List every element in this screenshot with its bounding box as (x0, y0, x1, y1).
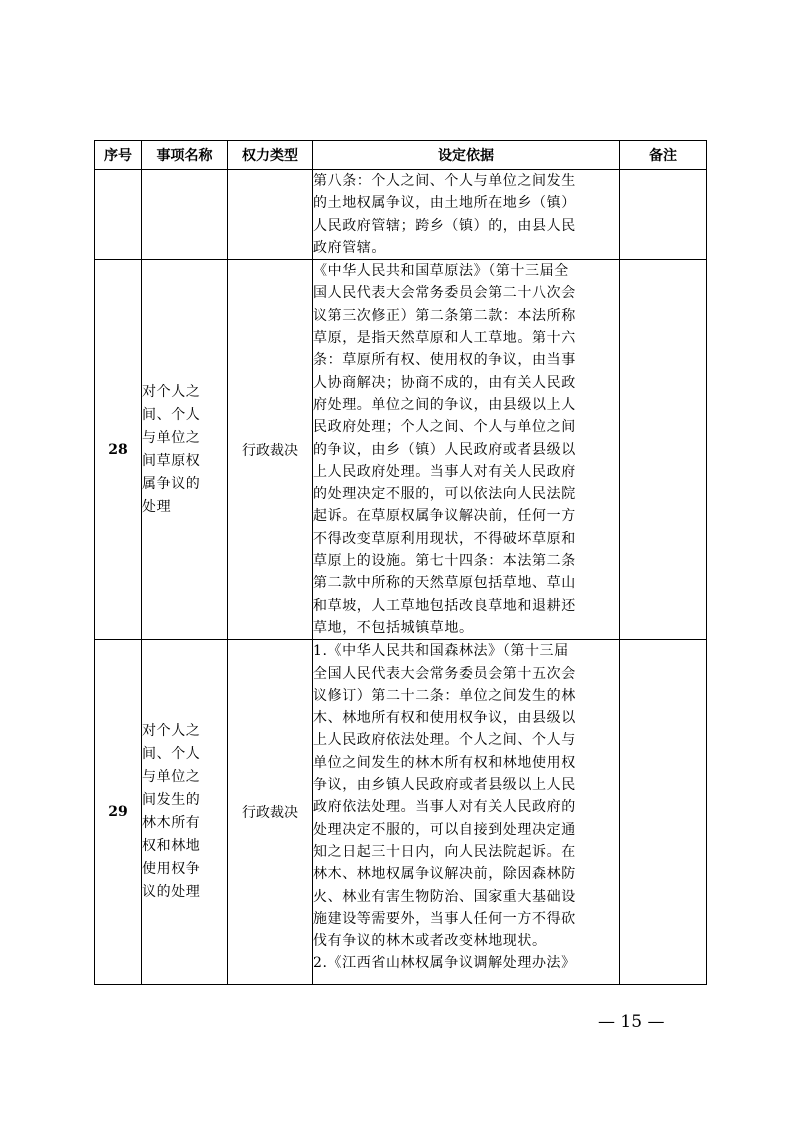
row-legal-basis (313, 260, 620, 640)
legal-basis-line: 政府依法处理。当事人对有关人民政府的 (313, 799, 576, 816)
item-name-line: 属争议的 (142, 475, 201, 492)
legal-basis-line: 的土地权属争议，由土地所在地乡（镇） (313, 195, 576, 212)
row-item-name (142, 260, 228, 640)
table-row (95, 640, 707, 985)
row-legal-basis (313, 640, 620, 985)
row-power-type: 行政裁决 (228, 640, 313, 985)
legal-basis-line: 起诉。在草原权属争议解决前，任何一方 (313, 508, 576, 525)
row-legal-basis (313, 170, 620, 260)
legal-basis-line: 木、林地所有权和使用权争议，由县级以 (313, 710, 576, 727)
row-power-type (228, 170, 313, 260)
legal-basis-line: 上人民政府处理。当事人对有关人民政府 (313, 463, 576, 480)
item-name-line: 权和林地 (142, 838, 201, 855)
header-power-type: 权力类型 (228, 141, 313, 170)
legal-basis-line: 全国人民代表大会常务委员会第十五次会 (313, 665, 576, 682)
item-name-line: 对个人之 (142, 383, 201, 400)
item-name-line: 间草原权 (142, 452, 201, 469)
item-name-line: 间、个人 (142, 746, 201, 763)
row-index (95, 170, 142, 260)
row-item-name (142, 170, 228, 260)
legal-basis-line: 草原，是指天然草原和人工草地。第十六 (313, 330, 576, 347)
legal-basis-line: 府处理。单位之间的争议，由县级以上人 (313, 396, 576, 413)
legal-basis-line: 政府管辖。 (313, 239, 386, 256)
item-name-line: 间、个人 (142, 406, 201, 423)
legal-basis-line: 上人民政府依法处理。个人之间、个人与 (313, 732, 576, 749)
legal-basis-line: 的争议，由乡（镇）人民政府或者县级以 (313, 441, 576, 458)
row-remarks (620, 640, 707, 985)
row-remarks (620, 170, 707, 260)
legal-basis-line: 和草坡，人工草地包括改良草地和退耕还 (313, 597, 576, 614)
item-name-line: 与单位之 (142, 429, 201, 446)
page-number: — 15 — (598, 1012, 665, 1032)
legal-basis-line: 条：草原所有权、使用权的争议，由当事 (313, 352, 576, 369)
table-row (95, 170, 707, 260)
legal-basis-line: 1.《中华人民共和国森林法》（第十三届 (313, 643, 569, 660)
authority-table (94, 140, 707, 985)
header-remarks: 备注 (620, 141, 707, 170)
table-row (95, 260, 707, 640)
legal-basis-line: 议第三次修正）第二条第二款：本法所称 (313, 307, 576, 324)
legal-basis-line: 处理决定不服的，可以自接到处理决定通 (313, 821, 576, 838)
legal-basis-line: 的处理决定不服的，可以依法向人民法院 (313, 486, 576, 503)
legal-basis-line: 人协商解决；协商不成的，由有关人民政 (313, 374, 576, 391)
row-remarks (620, 260, 707, 640)
legal-basis-line: 《中华人民共和国草原法》（第十三届全 (313, 263, 569, 280)
item-name-line: 与单位之 (142, 769, 201, 786)
legal-basis-line: 单位之间发生的林木所有权和林地使用权 (313, 754, 576, 771)
legal-basis-line: 林木、林地权属争议解决前，除因森林防 (313, 866, 576, 883)
legal-basis-line: 第二款中所称的天然草原包括草地、草山 (313, 575, 576, 592)
header-index: 序号 (95, 141, 142, 170)
legal-basis-line: 不得改变草原利用现状，不得破坏草原和 (313, 530, 576, 547)
legal-basis-line: 人民政府管辖；跨乡（镇）的，由县人民 (313, 217, 576, 234)
row-power-type: 行政裁决 (228, 260, 313, 640)
legal-basis-line: 争议，由乡镇人民政府或者县级以上人民 (313, 777, 576, 794)
legal-basis-line: 国人民代表大会常务委员会第二十八次会 (313, 285, 576, 302)
item-name-line: 议的处理 (142, 884, 201, 901)
legal-basis-line: 议修订）第二十二条：单位之间发生的林 (313, 687, 576, 704)
legal-basis-line: 民政府处理；个人之间、个人与单位之间 (313, 419, 576, 436)
item-name-line: 间发生的 (142, 792, 201, 809)
legal-basis-line: 草原上的设施。第七十四条：本法第二条 (313, 553, 576, 570)
row-index: 28 (95, 260, 142, 640)
legal-basis-line: 草地，不包括城镇草地。 (313, 619, 474, 636)
legal-basis-line: 施建设等需要外，当事人任何一方不得砍 (313, 910, 576, 927)
legal-basis-line: 火、林业有害生物防治、国家重大基础设 (313, 888, 576, 905)
item-name-line: 对个人之 (142, 723, 201, 740)
row-index: 29 (95, 640, 142, 985)
legal-basis-line: 知之日起三十日内，向人民法院起诉。在 (313, 843, 576, 860)
header-legal-basis: 设定依据 (313, 141, 620, 170)
header-item-name: 事项名称 (142, 141, 228, 170)
item-name-line: 林木所有 (142, 815, 201, 832)
legal-basis-line: 2.《江西省山林权属争议调解处理办法》 (313, 955, 576, 972)
item-name-line: 处理 (142, 498, 172, 515)
table-header-row (95, 141, 707, 170)
legal-basis-line: 第八条：个人之间、个人与单位之间发生 (313, 173, 576, 189)
item-name-line: 使用权争 (142, 861, 201, 878)
legal-basis-line: 伐有争议的林木或者改变林地现状。 (313, 933, 547, 950)
row-item-name (142, 640, 228, 985)
